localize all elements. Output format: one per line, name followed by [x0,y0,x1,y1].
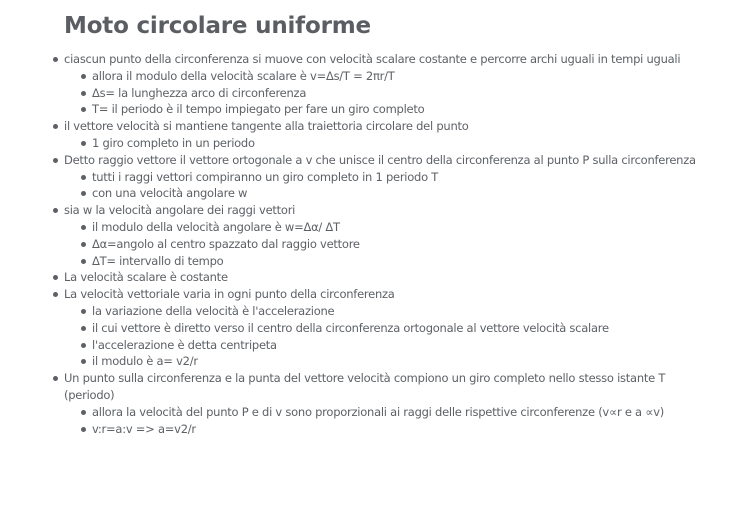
sub-list [64,135,714,152]
sub-item [92,303,714,320]
bullet-icon [81,242,86,247]
sub-item [92,253,714,270]
outline-item-text: Detto raggio vettore il vettore ortogonale a v che unisce il centro della circonferenza al punto P sulla circonferenza [64,152,696,167]
bullet-icon [53,124,58,129]
sub-item [92,135,714,152]
bullet-icon [81,343,86,348]
sub-item [92,337,714,354]
bullet-icon [81,191,86,196]
bullet-icon [81,74,86,79]
sub-item-text: 1 giro completo in un periodo [92,135,255,150]
outline-item-text: Un punto sulla circonferenza e la punta del vettore velocità compiono un giro completo nello stesso istante T (periodo) [64,371,666,402]
sub-item [92,169,714,186]
sub-list [64,303,714,370]
sub-item [92,219,714,236]
sub-item-text: con una velocità angolare w [92,186,248,201]
outline-item [64,286,714,370]
outline-item [64,202,714,269]
sub-item-text: Δs= la lunghezza arco di circonferenza [92,85,307,100]
bullet-icon [53,292,58,297]
sub-item-text: l'accelerazione è detta centripeta [92,337,277,352]
sub-item-text: il cui vettore è diretto verso il centro della circonferenza ortogonale al vettore velocità scalare [92,320,609,335]
bullet-icon [53,158,58,163]
bullet-icon [81,410,86,415]
outline-item [64,269,714,286]
bullet-icon [81,175,86,180]
sub-list [64,68,714,118]
sub-item-text: ΔT= intervallo di tempo [92,253,224,268]
outline-item-text: La velocità scalare è costante [64,270,228,285]
outline-item-text: sia w la velocità angolare dei raggi vettori [64,203,296,218]
outline-item [64,118,714,152]
sub-item [92,404,714,421]
bullet-icon [81,427,86,432]
bullet-icon [81,359,86,364]
sub-item [92,236,714,253]
outline-item-text: il vettore velocità si mantiene tangente alla traiettoria circolare del punto [64,119,469,134]
bullet-icon [53,275,58,280]
sub-item-text: il modulo della velocità angolare è w=Δα/ ΔT [92,219,340,234]
outline-item [64,51,714,118]
sub-item [92,421,714,438]
sub-item-text: la variazione della velocità è l'accelerazione [92,303,335,318]
outline-item [64,152,714,202]
sub-item-text: allora il modulo della velocità scalare è v=Δs/T = 2πr/T [92,68,395,83]
sub-item-text: Δα=angolo al centro spazzato dal raggio vettore [92,236,360,251]
sub-item-text: allora la velocità del punto P e di v sono proporzionali ai raggi delle rispettive circonferenze (v∝r e a ∝v) [92,404,665,419]
sub-list [64,404,714,438]
page-title: Moto circolare uniforme [64,13,371,39]
sub-list [64,219,714,269]
outline-item-text: ciascun punto della circonferenza si muove con velocità scalare costante e percorre archi uguali in tempi uguali [64,52,681,66]
bullet-icon [53,57,58,62]
sub-item-text: il modulo è a= v2/r [92,354,198,369]
outline-item-text: La velocità vettoriale varia in ogni punto della circonferenza [64,287,395,302]
sub-item [92,185,714,202]
sub-item-text: tutti i raggi vettori compiranno un giro completo in 1 periodo T [92,169,439,184]
outline-list [0,51,714,437]
sub-item [92,68,714,85]
sub-item-text: v:r=a:v => a=v2/r [92,421,196,436]
outline-item [64,370,714,437]
sub-item [92,85,714,102]
bullet-icon [81,91,86,96]
bullet-icon [53,376,58,381]
bullet-icon [81,225,86,230]
bullet-icon [81,326,86,331]
sub-item [92,101,714,118]
sub-item [92,320,714,337]
bullet-icon [53,208,58,213]
sub-list [64,169,714,203]
bullet-icon [81,107,86,112]
sub-item [92,353,714,370]
bullet-icon [81,141,86,146]
bullet-icon [81,309,86,314]
bullet-icon [81,259,86,264]
sub-item-text: T= il periodo è il tempo impiegato per fare un giro completo [92,102,425,117]
